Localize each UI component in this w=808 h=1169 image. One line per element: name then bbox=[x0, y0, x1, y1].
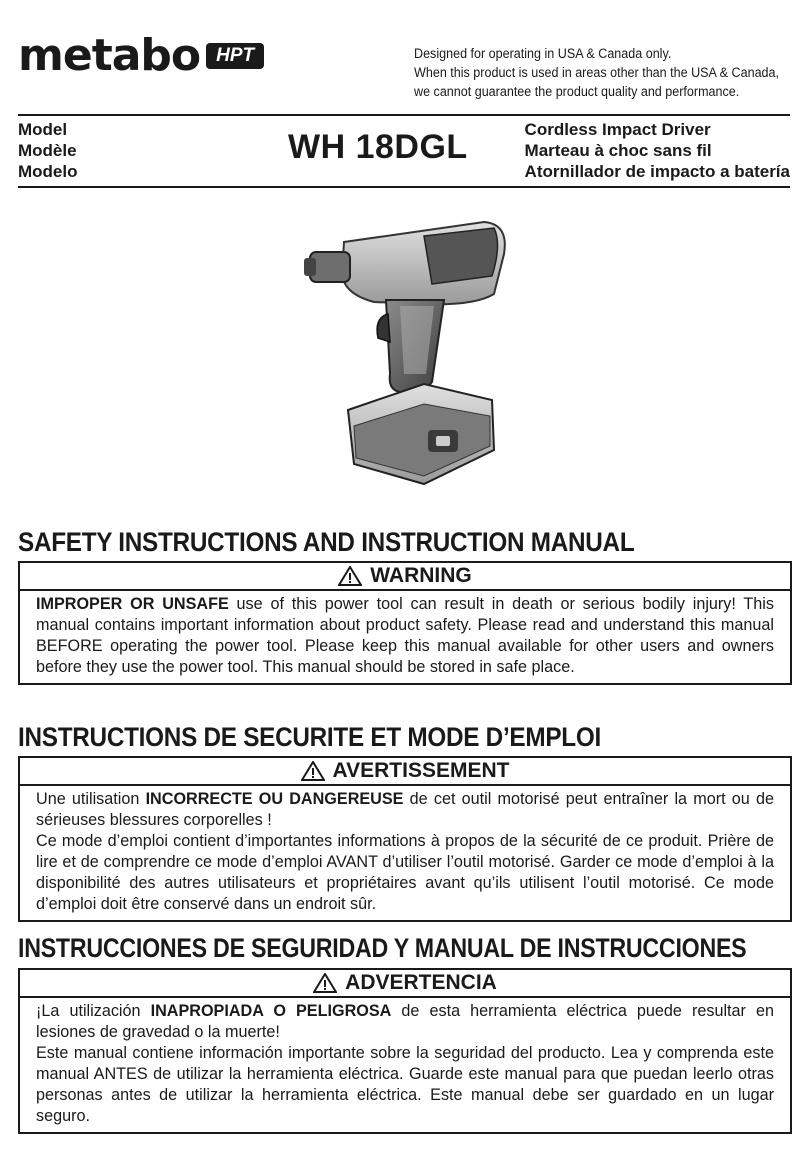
model-label-fr: Modèle bbox=[18, 141, 77, 160]
warning-body-en bbox=[20, 591, 790, 683]
warning-text-en bbox=[36, 594, 774, 678]
warning-body-text-fr: Ce mode d’emploi contient d’importantes informations à propos de la sécurité de ce produit. Prière de lire et de comprendre ce mode d’emploi AVANT d’utiliser l’outil motorisé. Garder ce mode d’emploi à la disponibilité des autres utilisateurs et propriétaires avant qu’ils utilisent l’outil motorisé. Ce mode d’emploi doit être conservé dans un endroit sûr. bbox=[36, 832, 774, 913]
product-name-es: Atornillador de impacto a batería bbox=[524, 162, 790, 181]
section-title-en: SAFETY INSTRUCTIONS AND INSTRUCTION MANUAL bbox=[18, 527, 635, 557]
model-label-es: Modelo bbox=[18, 162, 78, 181]
warning-label-fr: AVERTISSEMENT bbox=[332, 759, 510, 782]
model-header bbox=[18, 114, 790, 188]
warning-triangle-icon bbox=[338, 566, 362, 586]
model-labels bbox=[18, 119, 78, 182]
notice-line: When this product is used in areas other than the USA & Canada, bbox=[414, 65, 780, 80]
section-title-es: INSTRUCCIONES DE SEGURIDAD Y MANUAL DE INSTRUCCIONES bbox=[18, 933, 747, 963]
warning-body-text-es: Este manual contiene información importante sobre la seguridad del producto. Lea y comprenda este manual ANTES de utilizar la herramienta eléctrica. Guarde este manual para que puedan leerlo otras personas antes de utilizar la herramienta eléctrica. Este manual debe ser guardado en un lugar seguro. bbox=[36, 1044, 774, 1125]
warning-body-fr bbox=[20, 786, 790, 920]
warning-header-es bbox=[20, 970, 790, 998]
warning-lead-pre-fr: Une utilisation bbox=[36, 790, 146, 808]
brand-wordmark: metabo bbox=[18, 30, 201, 81]
warning-box-fr bbox=[18, 756, 792, 922]
notice-line: Designed for operating in USA & Canada only. bbox=[414, 46, 672, 61]
warning-body-es bbox=[20, 998, 790, 1132]
notice-line: we cannot guarantee the product quality and performance. bbox=[414, 84, 740, 99]
model-number: WH 18DGL bbox=[288, 128, 468, 166]
warning-triangle-icon bbox=[301, 761, 325, 781]
warning-lead-rest-fr: de cet outil motorisé peut entraîner la mort ou de sérieuses blessures corporelles ! bbox=[36, 790, 774, 829]
warning-lead-bold-es: INAPROPIADA O PELIGROSA bbox=[150, 1002, 392, 1020]
warning-header-fr bbox=[20, 758, 790, 786]
warning-lead-bold-fr: INCORRECTE OU DANGEREUSE bbox=[145, 790, 404, 808]
warning-lead-rest-en: use of this power tool can result in death or serious bodily injury! This manual contains important information about product safety. Please read and understand this manual BEFORE operating the power tool. Please keep this manual available for other users and owners before they use the power tool. This manual should be stored in safe place. bbox=[36, 595, 774, 676]
warning-lead-pre-es: ¡La utilización bbox=[36, 1002, 151, 1020]
warning-box-en bbox=[18, 561, 792, 685]
section-title-fr: INSTRUCTIONS DE SECURITE ET MODE D’EMPLOI bbox=[18, 722, 601, 752]
warning-label-en: WARNING bbox=[370, 564, 472, 587]
warning-box-es bbox=[18, 968, 792, 1134]
warning-lead-rest-es: de esta herramienta eléctrica puede resultar en lesiones de gravedad o la muerte! bbox=[36, 1002, 774, 1041]
region-notice bbox=[414, 44, 794, 101]
brand-badge: HPT bbox=[206, 43, 264, 69]
impact-driver-illustration bbox=[304, 214, 516, 498]
brand-logo bbox=[18, 30, 264, 81]
warning-lead-fr bbox=[36, 789, 774, 831]
warning-label-es: ADVERTENCIA bbox=[345, 971, 497, 994]
warning-lead-es bbox=[36, 1001, 774, 1043]
warning-lead-bold-en: IMPROPER OR UNSAFE bbox=[36, 595, 229, 613]
warning-triangle-icon bbox=[313, 973, 337, 993]
product-name-fr: Marteau à choc sans fil bbox=[524, 141, 712, 160]
product-names bbox=[525, 119, 790, 182]
warning-header-en bbox=[20, 563, 790, 591]
model-label-en: Model bbox=[18, 120, 68, 139]
product-name-en: Cordless Impact Driver bbox=[524, 120, 711, 139]
